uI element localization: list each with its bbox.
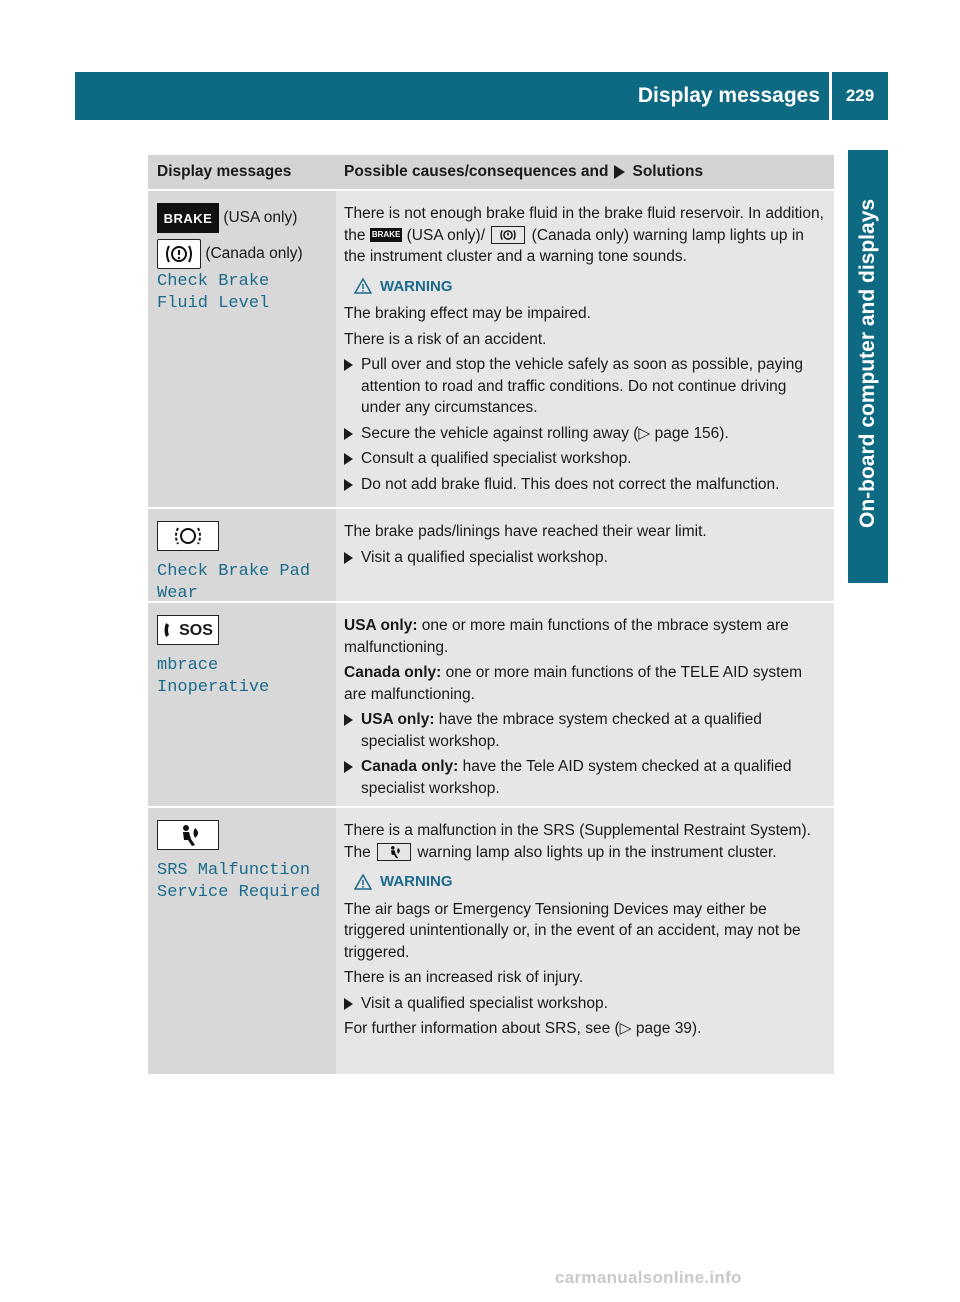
bullet-text: have the mbrace system checked at a qualified specialist workshop.: [361, 711, 762, 750]
brake-small-icon: BRAKE: [370, 228, 402, 242]
watermark: carmanualsonline.info: [555, 1268, 742, 1287]
brake-circle-icon: [157, 239, 201, 269]
warning-heading: [354, 871, 828, 893]
warning-label: WARNING: [380, 277, 453, 295]
description-part: (USA only)/: [406, 226, 486, 244]
list-item-text: [361, 756, 828, 799]
table-row: [148, 601, 834, 806]
message-cell: [148, 509, 336, 601]
canada-text: one or more main functions of the TELE AID system are malfunctioning.: [344, 664, 803, 703]
usa-label: USA only:: [344, 617, 418, 634]
bullet-label: Canada only:: [361, 758, 459, 775]
page-header: [75, 72, 888, 120]
list-item: [344, 993, 828, 1015]
description-part: There is a malfunction in the SRS (Supplemental Restraint System). The: [344, 822, 811, 861]
usa-only-label: (USA only): [223, 209, 298, 227]
usa-text: one or more main functions of the mbrace system are malfunctioning.: [344, 617, 789, 656]
sos-icon-text: SOS: [179, 621, 213, 639]
description-part: There is not enough brake fluid in the brake fluid reservoir. In addition, the: [344, 205, 824, 244]
canada-paragraph: [344, 662, 828, 705]
sos-phone-icon: [157, 615, 219, 645]
warning-heading: [354, 276, 828, 298]
list-item: [344, 547, 828, 569]
description-part: warning lamp also lights up in the instrument cluster.: [417, 843, 777, 861]
bullet-arrow-icon: [344, 479, 353, 491]
description: [344, 820, 828, 863]
list-item: [344, 709, 828, 752]
display-messages-table: [148, 155, 834, 1074]
solution-cell: [336, 191, 834, 507]
warning-label: WARNING: [380, 873, 453, 890]
bullet-arrow-icon: [344, 359, 353, 371]
brake-circle-small-icon: [491, 226, 525, 244]
table-row: [148, 189, 834, 507]
canada-label: Canada only:: [344, 664, 442, 681]
list-item: [344, 448, 828, 470]
bullet-label: USA only:: [361, 711, 435, 728]
solution-cell: [336, 509, 834, 601]
warning-line: The braking effect may be impaired.: [344, 305, 591, 322]
list-item-text: Visit a qualified specialist workshop.: [361, 994, 608, 1012]
message-cell: [148, 603, 336, 806]
col-header-causes: [336, 155, 834, 189]
bullet-arrow-icon: [344, 453, 353, 465]
list-item-text: Secure the vehicle against rolling away (▷ page 156).: [361, 424, 729, 442]
bullet-arrow-icon: [344, 761, 353, 773]
message-cell: [148, 191, 336, 507]
list-item-text: Visit a qualified specialist workshop.: [361, 548, 608, 566]
list-item-text: Pull over and stop the vehicle safely as soon as possible, paying attention to road and traffic conditions. Do not continue driving under any circumstances.: [361, 356, 804, 416]
page-title: Display messages: [637, 84, 820, 107]
brake-warning-icon: BRAKE: [157, 203, 219, 233]
table-row: [148, 806, 834, 1074]
list-item: [344, 474, 828, 496]
solution-cell: [336, 808, 834, 1074]
warning-line: There is a risk of an accident.: [344, 330, 547, 348]
canada-only-label: (Canada only): [205, 245, 303, 263]
further-info: For further information about SRS, see (▷ page 39).: [344, 1020, 702, 1037]
description: [344, 203, 828, 268]
display-message: mbrace Inoperative: [157, 656, 270, 697]
list-item-text: [361, 709, 828, 752]
bullet-arrow-icon: [344, 998, 353, 1010]
arrow-icon: [614, 165, 625, 179]
page-number: 229: [845, 86, 875, 105]
warning-line: There is an increased risk of injury.: [344, 969, 584, 986]
col-header-solutions-text: Solutions: [632, 163, 704, 180]
table-row: [148, 507, 834, 601]
description: The brake pads/linings have reached their wear limit.: [344, 523, 707, 540]
message-cell: [148, 808, 336, 1074]
list-item-text: Consult a qualified specialist workshop.: [361, 450, 632, 467]
warning-line: The air bags or Emergency Tensioning Devices may either be triggered unintentionally or, in the event of an accident, may not be triggered.: [344, 900, 801, 961]
srs-small-icon: [377, 843, 411, 861]
description-part: (Canada only) warning lamp lights up in the instrument cluster and a warning tone sounds.: [344, 226, 804, 265]
list-item-text: Do not add brake fluid. This does not correct the malfunction.: [361, 475, 780, 493]
solution-cell: [336, 603, 834, 806]
col-header-messages: Display messages: [157, 163, 292, 180]
list-item: [344, 423, 828, 445]
display-message: SRS Malfunction Service Required: [157, 861, 321, 902]
warning-triangle-icon: [354, 278, 372, 294]
side-tab-label: [850, 492, 886, 528]
brake-pad-wear-icon: [157, 521, 219, 551]
srs-airbag-icon: [157, 820, 219, 850]
bullet-text: have the Tele AID system checked at a qualified specialist workshop.: [361, 758, 792, 797]
side-tab-box: [848, 538, 888, 583]
bullet-arrow-icon: [344, 552, 353, 564]
usa-paragraph: [344, 615, 828, 658]
bullet-arrow-icon: [344, 714, 353, 726]
display-message: Check Brake Fluid Level: [157, 272, 270, 313]
warning-triangle-icon: [354, 874, 372, 890]
display-message: Check Brake Pad Wear: [157, 562, 311, 603]
list-item: [344, 354, 828, 419]
bullet-arrow-icon: [344, 428, 353, 440]
list-item: [344, 756, 828, 799]
col-header-causes-text: Possible causes/consequences and: [344, 163, 609, 180]
table-header: [148, 155, 834, 189]
